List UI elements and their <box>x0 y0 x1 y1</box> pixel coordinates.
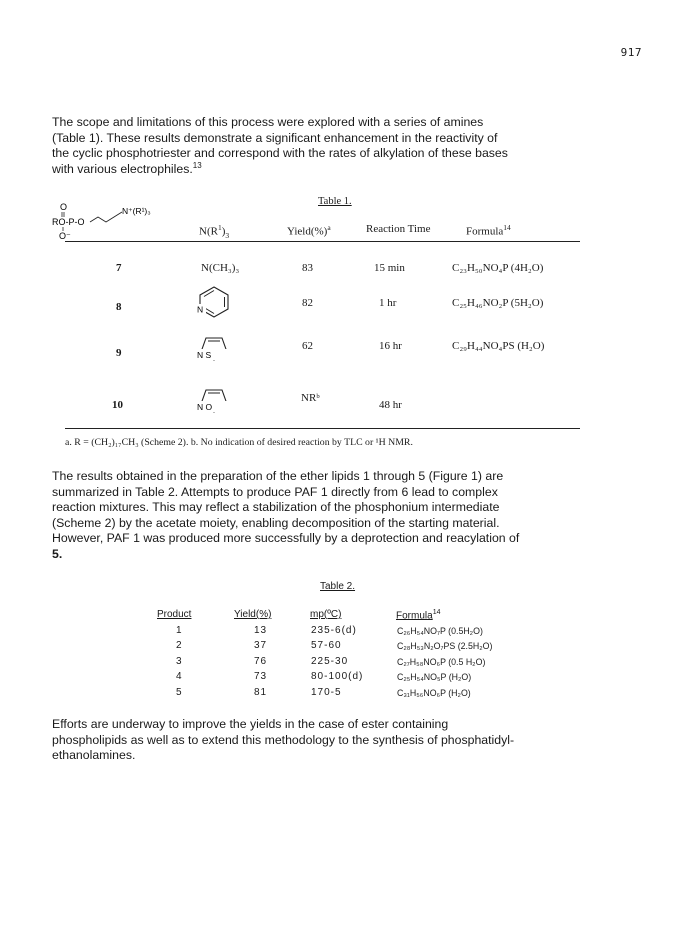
table1-top-rule <box>65 241 580 242</box>
formula-cell: C₂₅H₄₆NO₂P (5H₂O) <box>452 297 544 309</box>
text-line: The results obtained in the preparation of the ether lipids 1 through 5 (Figure 1) are <box>52 469 504 483</box>
page-number: 917 <box>620 46 642 59</box>
yield-cell: 81 <box>254 687 268 698</box>
product-cell: 4 <box>176 671 183 682</box>
paragraph-outlook <box>52 717 628 764</box>
formula-cell: C₂₉H₄₄NO₄PS (H₂O) <box>452 340 545 352</box>
yield-cell: 76 <box>254 656 268 667</box>
structure-o-top: O <box>60 202 68 212</box>
paragraph-results <box>52 469 628 563</box>
text-span: with various electrophiles. <box>52 161 193 176</box>
header-formula-text: Formula <box>466 225 504 238</box>
amine-cell: N(CH₃)₃ <box>201 262 240 274</box>
formula-cell: C₂₃H₅₀NO₄P (4H₂O) <box>452 262 544 274</box>
text-line: phospholipids as well as to extend this methodology to the synthesis of phosphatidyl- <box>52 732 515 747</box>
mp-cell: 57-60 <box>311 640 342 651</box>
header-yield-text: Yield(%) <box>287 225 328 238</box>
yield-cell: 13 <box>254 625 268 636</box>
yield-cell: 83 <box>302 262 313 274</box>
structure-n-plus: N⁺(R¹)₃ <box>122 206 151 216</box>
header-time: Reaction Time <box>366 223 431 235</box>
mp-cell: 80-100(d) <box>311 671 364 682</box>
time-cell: 1 hr <box>379 297 397 309</box>
product-cell: 1 <box>176 625 183 636</box>
time-cell: 48 hr <box>379 399 402 411</box>
ring-atom-label: N O <box>197 402 213 412</box>
text-line: (Scheme 2) by the acetate moiety, enabling decomposition of the starting material. <box>52 515 500 530</box>
mp-cell: 235-6(d) <box>311 625 357 636</box>
header-product: Product <box>157 609 192 620</box>
yield-cell: 82 <box>302 297 313 309</box>
header-formula-text: Formula <box>396 610 433 622</box>
header-mp: mp(ºC) <box>310 609 342 620</box>
phosphotriester-structure <box>52 200 192 245</box>
compound-number: 10 <box>112 399 123 411</box>
structure-ro-p-o: RO-P-O <box>52 217 85 227</box>
table1-bottom-rule <box>65 428 580 429</box>
formula-cell: C₂₆H₅₄NO₇P (0.5H₂O) <box>397 626 483 636</box>
compound-number: 9 <box>116 347 122 359</box>
header-amine <box>199 223 229 240</box>
ring-atom-label: N S <box>197 350 212 360</box>
text-line <box>52 162 628 178</box>
product-cell: 2 <box>176 640 183 651</box>
yield-cell: 62 <box>302 340 313 352</box>
header-formula-sup: 14 <box>432 609 441 616</box>
product-cell: 5 <box>176 687 183 698</box>
text-line: 5. <box>52 546 63 561</box>
table1-footnote: a. R = (CH₂)₁₇CH₃ (Scheme 2). b. No indication of desired reaction by TLC or ¹H NMR. <box>65 437 413 448</box>
reference-marker: 13 <box>192 160 202 170</box>
formula-cell: C₂₅H₅₄NO₅P (H₂O) <box>397 672 472 682</box>
yield-cell: NRᵇ <box>301 392 320 404</box>
structure-o-minus: O⁻ <box>59 231 71 241</box>
mp-cell: 170-5 <box>311 687 342 698</box>
mp-cell: 225-30 <box>311 656 349 667</box>
compound-number: 8 <box>116 301 122 313</box>
yield-cell: 37 <box>254 640 268 651</box>
text-line: ethanolamines. <box>52 748 136 763</box>
text-line: However, PAF 1 was produced more successfully by a deprotection and reacylation of <box>52 531 520 546</box>
ring-atom-label: N <box>197 304 204 315</box>
table1-caption: Table 1. <box>318 196 352 207</box>
formula-cell: C₃₁H₅₆NO₆P (H₂O) <box>397 688 471 698</box>
header-yield: Yield(%) <box>234 609 272 620</box>
yield-cell: 73 <box>254 671 268 682</box>
text-line: summarized in Table 2. Attempts to produce PAF 1 directly from 6 lead to complex <box>52 484 498 499</box>
compound-number: 7 <box>116 262 122 274</box>
table2-caption: Table 2. <box>320 581 356 592</box>
header-formula-sup: 14 <box>503 223 511 232</box>
pyridine-ring-icon <box>196 285 232 319</box>
text-line: (Table 1). These results demonstrate a significant enhancement in the reactivity of <box>52 130 498 145</box>
time-cell: 15 min <box>374 262 405 274</box>
header-amine-end: ) <box>221 225 226 238</box>
header-formula <box>396 609 440 621</box>
header-formula <box>466 223 511 238</box>
text-line: the cyclic phosphotriester and correspond with the rates of alkylation of these bases <box>52 146 508 161</box>
text-line: The scope and limitations of this process were explored with a series of amines <box>52 115 484 129</box>
text-line: reaction mixtures. This may reflect a stabilization of the phosphonium intermediate <box>52 500 500 515</box>
oxazole-ring-icon <box>196 384 240 418</box>
header-amine-base: N(R <box>199 225 218 238</box>
header-amine-sup: 1 <box>217 223 222 232</box>
formula-cell: C₂₇H₅₈NO₆P (0.5 H₂O) <box>397 657 486 667</box>
header-amine-sub: 3 <box>225 230 230 240</box>
header-yield <box>287 223 331 238</box>
formula-cell: C₂₈H₅₃N₂O₇PS (2.5H₂O) <box>397 641 493 651</box>
paragraph-intro <box>52 115 628 177</box>
header-yield-sup: a <box>327 223 331 232</box>
text-line: Efforts are underway to improve the yields in the case of ester containing <box>52 717 449 731</box>
time-cell: 16 hr <box>379 340 402 352</box>
product-cell: 3 <box>176 656 183 667</box>
thiazole-ring-icon <box>196 332 240 366</box>
